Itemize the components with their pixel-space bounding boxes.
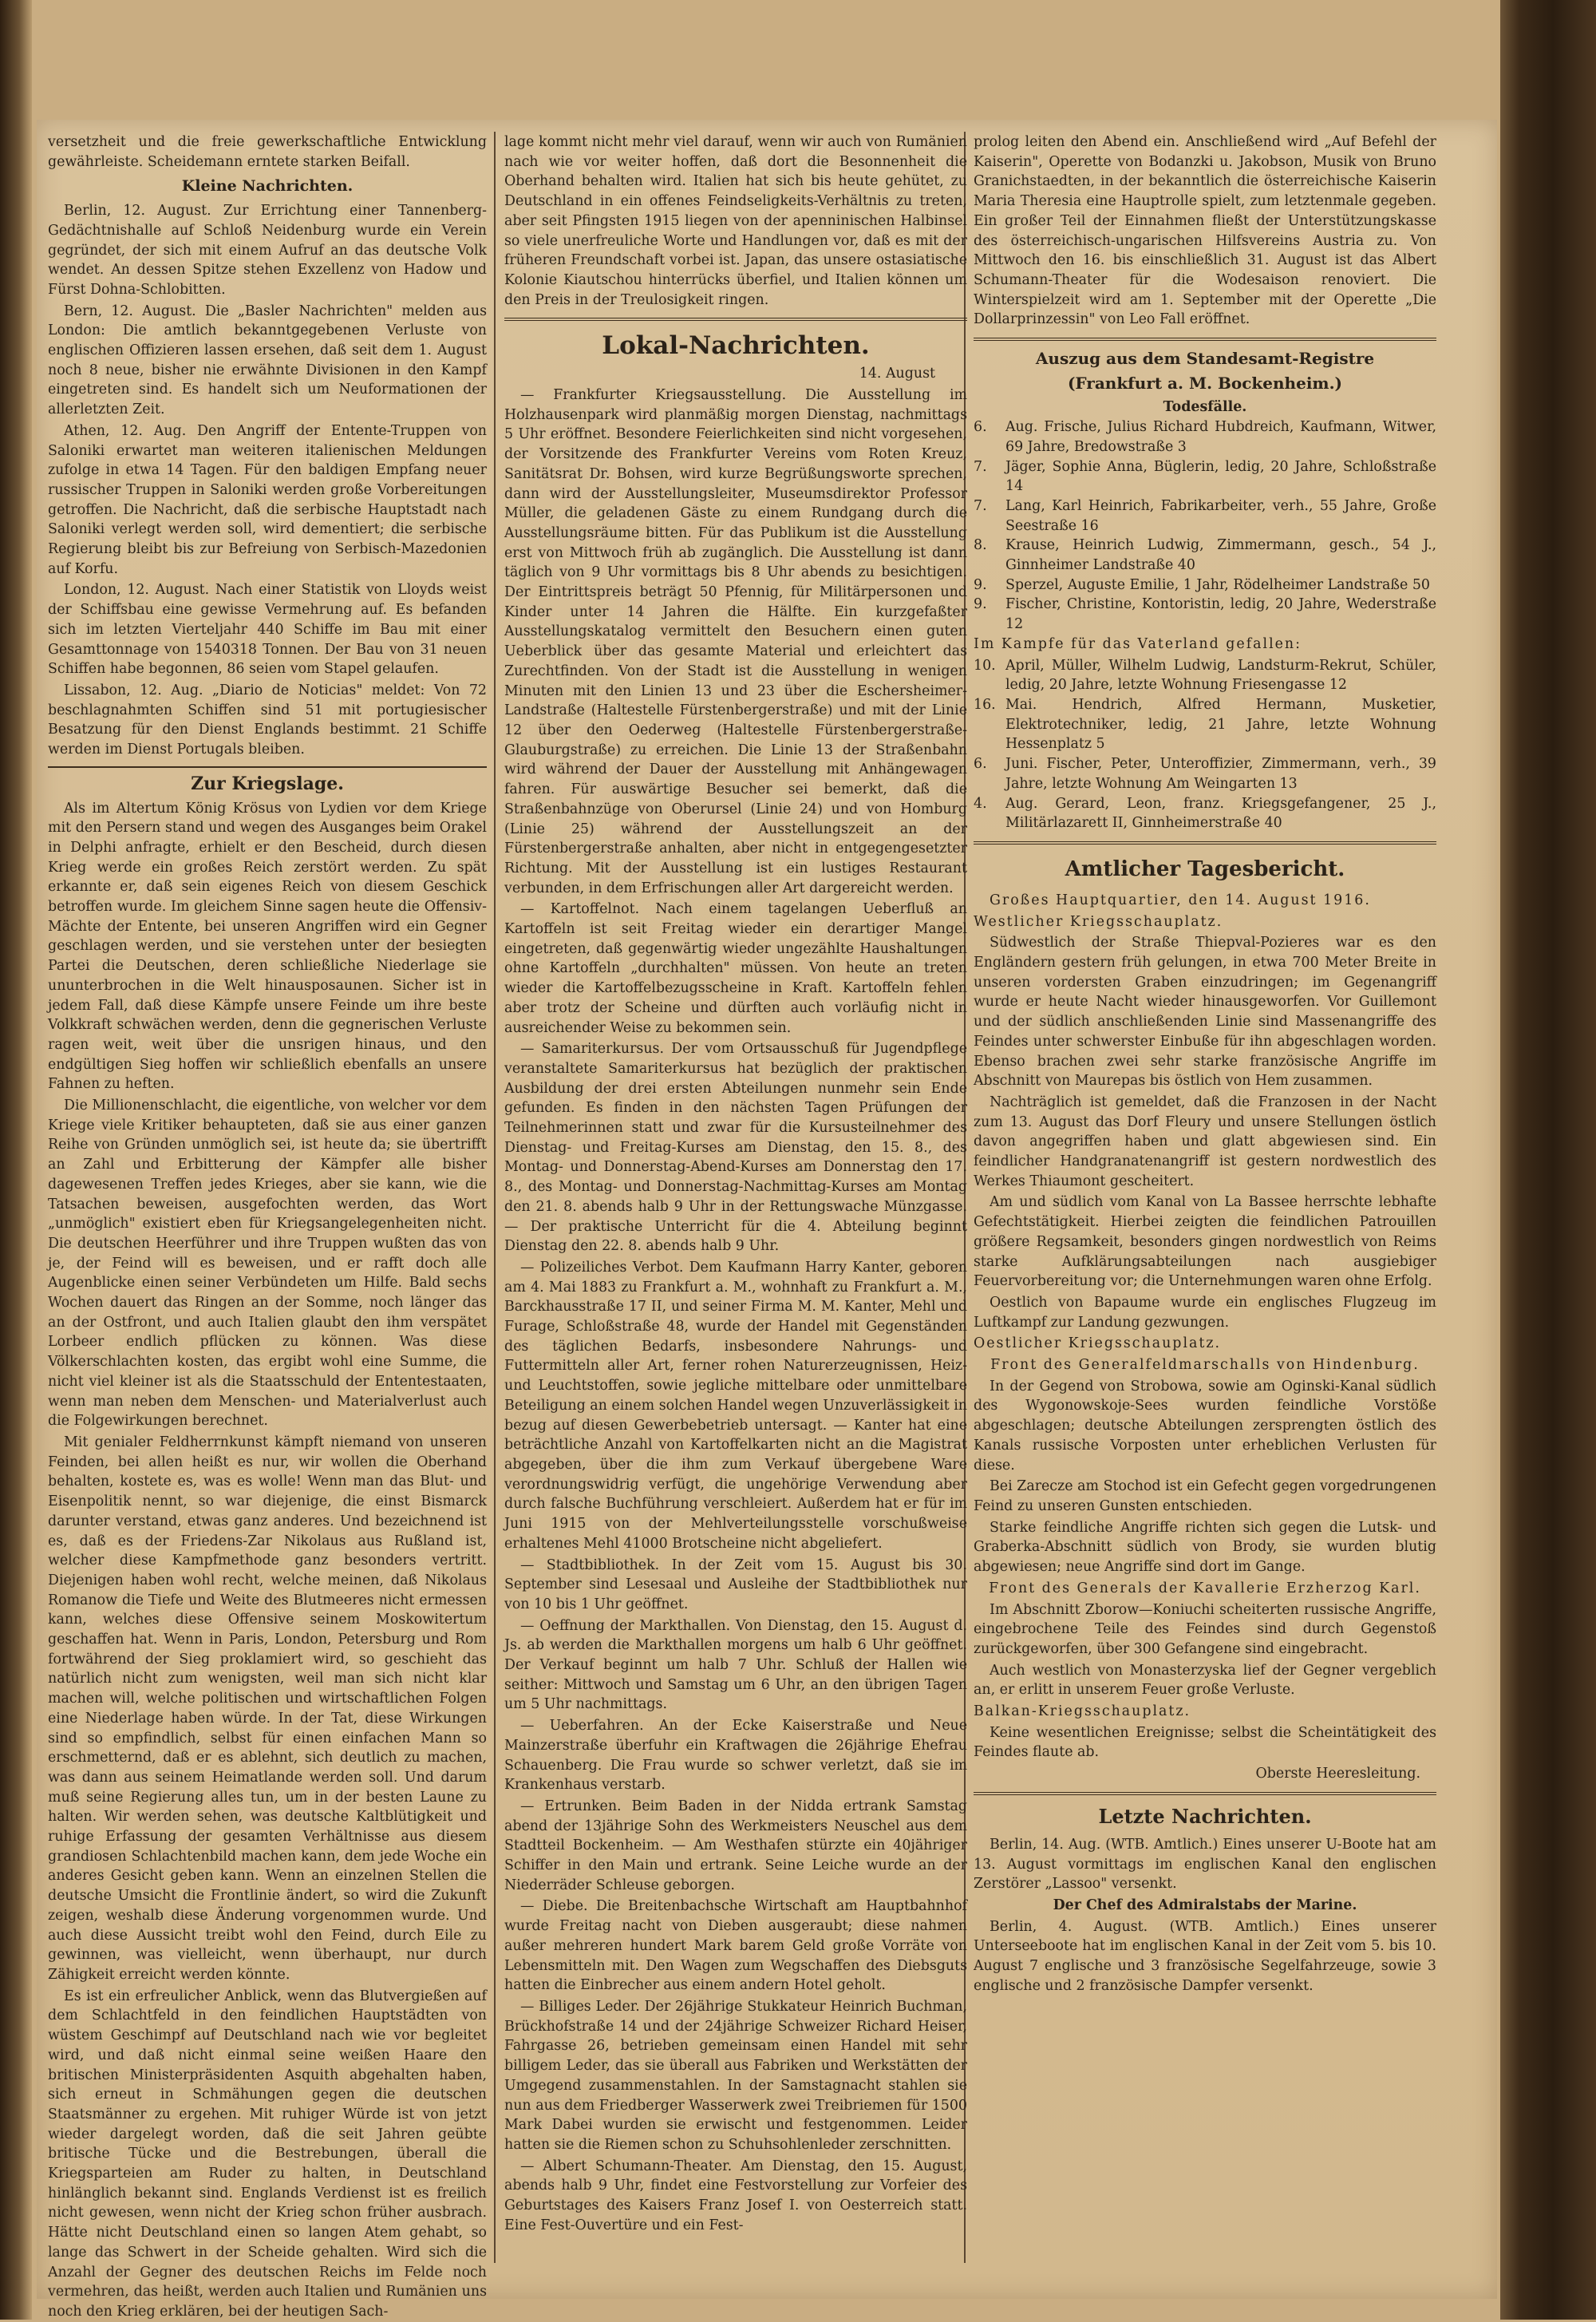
section-title-letzte-nachrichten: Letzte Nachrichten. xyxy=(1098,1804,1312,1828)
section-title-amtlicher-tagesbericht: Amtlicher Tagesbericht. xyxy=(1065,856,1345,881)
list-item-number: 9. xyxy=(974,596,987,613)
signature: Oberste Heeresleitung. xyxy=(1255,1766,1420,1782)
paragraph: In der Gegend von Strobowa, sowie am Oginski-Kanal südlich des Wygonowskoje-Sees wurden feindliche Vorstöße abgeschlagen; deutsche Abteilungen zersprengten östlich des Kanals russische Vorposten unter erheblichen Verlusten für diese. xyxy=(974,1378,1436,1474)
date-line: 14. August xyxy=(859,366,935,382)
subsection-title-erzherzog-karl: Front des Generals der Kavallerie Erzherzog Karl. xyxy=(989,1580,1421,1596)
list-item-text: Sperzel, Auguste Emilie, 1 Jahr, Rödelheimer Landstraße 50 xyxy=(1005,576,1430,593)
column-2 xyxy=(504,133,967,2288)
news-item: Lissabon, 12. Aug. „Diario de Noticias" meldet: Von 72 beschlagnahmten Schiffen sind 51 mit portugiesischer Besatzung für den Dienst Englands bestimmt. 21 Schiffe werden im Dienst Portugals bleiben. xyxy=(48,682,487,758)
paragraph: Keine wesentlichen Ereignisse; selbst die Scheintätigkeit des Feindes flaute ab. xyxy=(974,1724,1436,1761)
list-item xyxy=(974,754,1436,793)
article-continuation: versetzheit und die freie gewerkschaftliche Entwicklung gewährleiste. Scheidemann erntete starken Beifall. xyxy=(48,134,487,170)
section-subtitle-standesamt: (Frankfurt a. M. Bockenheim.) xyxy=(1067,373,1343,393)
news-item: — Polizeiliches Verbot. Dem Kaufmann Harry Kanter, geboren am 4. Mai 1883 zu Frankfurt a. M., wohnhaft zu Frankfurt a. M., Barckhausstraße 17 II, und seiner Firma M. M. Kanter, Mehl und Furage, Schloßstraße 48, wurde der Handel mit Gegenständen des täglichen Bedarfs, insbesondere Nahrungs- und Futtermitteln aller Art, ferner rohen Naturerzeugnissen, Heiz- und Leuchtstoffen, sowie jegliche mittelbare oder unmittelbare Beteiligung an einem solchen Handel wegen Unzuverlässigkeit in bezug auf diesen Gewerbebetrieb untersagt. — Kanter hat eine beträchtliche Anzahl von Kartoffelkarten nicht an die Magistrat abgegeben, über die ihm zum Verkauf übergebene Ware verordnungswidrig verfügt, die ungehörige Verwendung aber durch falsche Buchführung verschleiert. Außerdem hat er für im Juni 1915 von der Mehlverteilungsstelle vorschußweise erhaltenes Mehl 41000 Brotscheine nicht abgeliefert. xyxy=(504,1259,967,1552)
paragraph: Die Millionenschlacht, die eigentliche, von welcher vor dem Kriege viele Kritiker behaupteten, daß sie aus einer ganzen Reihe von Gründen unmöglich sei, ist heute da; sie übertrifft an Zahl und Erbitterung der Kämpfer alle bisher dagewesenen Treffen jedes Krieges, aber sie kann, wie die Tatsachen beweisen, ausgefochten werden, das Wort „unmöglich" existiert eben für Kriegsangelegenheiten nicht. Die deutschen Heerführer und ihre Truppen wußten das von je, der Feind will es beweisen, und er rafft doch alle Augenblicke einen seiner Verbündeten um Hilfe. Bald sechs Wochen dauert das Ringen an der Somme, noch länger das an der Ostfront, und auch Italien glaubt den ihm verspätet Lorbeer endlich pflücken zu können. Was diese Völkerschlachten kosten, das ergibt wohl eine Summe, die nicht viel kleiner ist als die Staatsschuld der Ententestaaten, wenn man neben dem Menschen- und Materialverlust auch die Folgewirkungen berechnet. xyxy=(48,1098,487,1430)
list-item-number: 6. xyxy=(974,419,987,436)
paragraph: Starke feindliche Angriffe richten sich gegen die Lutsk- und Graberka-Abschnitt südlich von Brody, sie wurden blutig abgewiesen; neue Angriffe sind dort im Gange. xyxy=(974,1519,1436,1576)
paragraph: Nachträglich ist gemeldet, daß die Franzosen in der Nacht zum 13. August das Dorf Fleury und unsere Stellungen östlich davon angegriffen haben und glatt abgewiesen sind. Ein feindlicher Handgranatenangriff ist gestern nordwestlich des Werkes Thiaumont gescheitert. xyxy=(974,1094,1436,1189)
list-item-text: Aug. Gerard, Leon, franz. Kriegsgefangener, 25 J., Militärlazarett II, Ginnheimerstraße 40 xyxy=(1005,795,1436,832)
news-item: — Stadtbibliothek. In der Zeit vom 15. August bis 30. September sind Lesesaal und Ausleihe der Stadtbibliothek nur von 10 bis 1 Uhr geöffnet. xyxy=(504,1557,967,1612)
subsection-title-ost: Oestlicher Kriegsschauplatz. xyxy=(974,1335,1222,1352)
section-title-kleine-nachrichten: Kleine Nachrichten. xyxy=(181,177,354,196)
news-item: — Albert Schumann-Theater. Am Dienstag, den 15. August, abends halb 9 Uhr, findet eine Festvorstellung zur Vorfeier des Geburtstages des Kaisers Franz Josef I. von Oesterreich statt. Eine Fest-Ouvertüre und ein Fest- xyxy=(504,2158,967,2233)
list-item-text: Krause, Heinrich Ludwig, Zimmermann, gesch., 54 J., Ginnheimer Landstraße 40 xyxy=(1005,537,1436,574)
list-item-number: 10. xyxy=(974,657,996,674)
list-item xyxy=(974,496,1436,536)
paragraph: Oestlich von Bapaume wurde ein englisches Flugzeug im Luftkampf zur Landung gezwungen. xyxy=(974,1294,1436,1331)
list-item xyxy=(974,417,1436,457)
subsection-title-hindenburg: Front des Generalfeldmarschalls von Hindenburg. xyxy=(990,1357,1420,1374)
column-3 xyxy=(974,133,1436,2288)
subsection-title-west: Westlicher Kriegsschauplatz. xyxy=(974,913,1223,930)
divider xyxy=(504,318,967,321)
news-signature: Der Chef des Admiralstabs der Marine. xyxy=(1053,1897,1357,1913)
section-title-standesamt: Auszug aus dem Standesamt-Registre xyxy=(1035,349,1375,369)
list-item-text: Jäger, Sophie Anna, Büglerin, ledig, 20 Jahre, Schloßstraße 14 xyxy=(1005,458,1436,495)
article-continuation: prolog leiten den Abend ein. Anschließend wird „Auf Befehl der Kaiserin", Operette von Bodanzki u. Jakobson, Musik von Bruno Granichstaedten, in der bekanntlich die österreichische Kaiserin Maria Theresia eine Hauptrolle spielt, zum letztenmale gegeben. Ein großer Teil der Einnahmen fließt der Unterstützungskasse des österreichisch-ungarischen Hilfsvereins Austria zu. Von Mittwoch den 16. bis einschließlich 31. August ist das Albert Schumann-Theater für die Wodesaison renoviert. Die Winterspielzeit wird am 1. September mit der Operette „Die Dollarprinzessin" von Leo Fall eröffnet. xyxy=(974,134,1436,328)
divider xyxy=(974,841,1436,845)
list-item xyxy=(974,656,1436,695)
list-item-number: 16. xyxy=(974,696,996,713)
paragraph: Am und südlich vom Kanal von La Bassee herrschte lebhafte Gefechtstätigkeit. Hierbei zeigten die feindlichen Patrouillen größere Regsamkeit, besonders gingen nordwestlich von Reims starke Aufklärungsabteilungen nach ausgiebiger Feuervorbereitung vor; die Unternehmungen waren ohne Erfolg. xyxy=(974,1194,1436,1290)
subsection-title-todesfaelle: Todesfälle. xyxy=(1163,399,1247,416)
list-item-number: 9. xyxy=(974,576,987,593)
divider xyxy=(974,338,1436,341)
paragraph: Mit genialer Feldherrnkunst kämpft niemand von unseren Feinden, bei allen heißt es nur, wir wollen die Oberhand behalten, kostete es, was es wolle! Wenn man das Blut- und Eisenpolitik nennt, so war diejenige, die einst Bismarck darunter verstand, etwas ganz anderes. Und bezeichnend ist es, daß es der Friedens-Zar Nikolaus aus Rußland ist, welcher diese Kampfmethode ganz besonders vertritt. Diejenigen haben wohl recht, welche meinen, daß Nikolaus Romanow die Tiefe und Weite des Blutmeeres nicht ermessen kann, welches diese Offensive seinem Moskowitertum geschaffen hat. Wenn in Paris, London, Petersburg und Rom fortwährend der Sieg proklamiert wird, so geschieht das natürlich nicht zum wenigsten, weil man sich nicht klar machen will, welche politischen und wirtschaftlichen Folgen eine Niederlage haben würde. In der Tat, diese Wirkungen sind so empfindlich, selbst für einen einfachen Mann so erschmetternd, daß er es ablehnt, sich deutlich zu machen, was dann aus seinem Heimatlande werden soll. Und darum muß seine Regierung alles tun, um in der besten Laune zu halten. Wir werden sehen, was deutsche Kaltblütigkeit und ruhige Erfassung der gesamten Verhältnisse aus diesem grandiosen Schlachtenbild machen kann, dem jede Woche ein anderes Gesicht geben kann. Wenn an einzelnen Stellen die deutsche Umsicht die Frontlinie ändert, so wird die Zukunft zeigen, weshalb diese Änderung vorgenommen wurde. Und auch diese Aussicht treibt wohl den Feind, durch Eile zu gewinnen, was vielleicht, wenn überhaupt, nur durch Zähigkeit erreicht werden könnte. xyxy=(48,1434,487,1983)
paragraph: Auch westlich von Monasterzyska lief der Gegner vergeblich an, er erlitt in unserem Feuer große Verluste. xyxy=(974,1662,1436,1699)
list-item xyxy=(974,695,1436,754)
news-item: — Ertrunken. Beim Baden in der Nidda ertrank Samstag abend der 13jährige Sohn des Werkmeisters Neuschel aus dem Stadtteil Bockenheim. — Am Westhafen stürzte ein 40jähriger Schiffer in den Main und ertrank. Seine Leiche wurde an der Niederräder Schleuse geborgen. xyxy=(504,1798,967,1893)
book-binding xyxy=(1500,0,1596,2320)
list-item-text: April, Müller, Wilhelm Ludwig, Landsturm-Rekrut, Schüler, ledig, 20 Jahre, letzte Wohnung Friesengasse 12 xyxy=(1005,657,1436,694)
list-item-number: 7. xyxy=(974,497,987,514)
list-item-text: Lang, Karl Heinrich, Fabrikarbeiter, verh., 55 Jahre, Große Seestraße 16 xyxy=(1005,497,1436,534)
news-item: — Billiges Leder. Der 26jährige Stukkateur Heinrich Buchman, Brückhofstraße 14 und der 24jährige Schweizer Richard Heiser, Fahrgasse 26, betrieben gemeinsam einen Handel mit sehr billigem Leder, das sie überall aus Fabriken und Werkstätten der Umgegend zusammenstahlen. In der Samstagnacht stahlen sie nun aus dem Friedberger Wasserwerk zwei Treibriemen für 1500 Mark Dabei wurden sie erwischt und festgenommen. Leider hatten sie die Riemen schon zu Schuhsohlenleder zerschnitten. xyxy=(504,1998,967,2153)
list-item-number: 7. xyxy=(974,458,987,475)
news-item: — Kartoffelnot. Nach einem tagelangen Ueberfluß an Kartoffeln ist seit Freitag wieder ein derartiger Mangel eingetreten, daß gegenwärtig wieder ungezählte Haushaltungen ohne Kartoffeln „durchhalten" müssen. Von heute an treten wieder die Kartoffelbezugsscheine in Kraft. Kartoffeln fehlen aber trotz der Scheine und dürften auch vorläufig nicht in ausreichender Weise zu bekommen sein. xyxy=(504,901,967,1036)
list-item-text: Fischer, Christine, Kontoristin, ledig, 20 Jahre, Wederstraße 12 xyxy=(1005,596,1436,633)
news-item: Berlin, 12. August. Zur Errichtung einer Tannenberg-Gedächtnishalle auf Schloß Neidenburg wurde ein Verein gegründet, der sich mit einem Aufruf an das deutsche Volk wendet. An dessen Spitze stehen Exzellenz von Hadow und Fürst Dohna-Schlobitten. xyxy=(48,203,487,298)
dateline: Großes Hauptquartier, den 14. August 1916. xyxy=(990,892,1371,908)
left-page-edge xyxy=(0,0,32,2320)
list-item-number: 8. xyxy=(974,537,987,554)
section-title-kriegslage: Zur Kriegslage. xyxy=(191,773,344,794)
column-1 xyxy=(48,133,487,2320)
news-item: Berlin, 4. August. (WTB. Amtlich.) Eines unserer Unterseeboote hat im englischen Kanal in der Zeit vom 5. bis 10. August 7 englische und 3 französische Segelfahrzeuge, sowie 3 englische und 2 französische Dampfer versenkt. xyxy=(974,1918,1436,1994)
news-item: — Oeffnung der Markthallen. Von Dienstag, den 15. August d. Js. ab werden die Markthallen morgens um halb 6 Uhr geöffnet. Der Verkauf beginnt um halb 7 Uhr. Schluß der Hallen wie seither: Mittwoch und Samstag um 6 Uhr, an den übrigen Tagen um 5 Uhr nachmittags. xyxy=(504,1617,967,1713)
column-rule xyxy=(494,132,496,2263)
section-title-lokal-nachrichten: Lokal-Nachrichten. xyxy=(602,331,870,361)
list-item-number: 4. xyxy=(974,795,987,812)
news-item: London, 12. August. Nach einer Statistik von Lloyds weist der Schiffsbau eine gewisse Vermehrung auf. Es befanden sich im letzten Vierteljahr 440 Schiffe im Bau mit einer Gesamttonnage von 1540318 Tonnen. Der Bau von 31 neuen Schiffen habe begonnen, 86 seien vom Stapel gelaufen. xyxy=(48,582,487,678)
article-continuation: lage kommt nicht mehr viel darauf, wenn wir auch von Rumänien nach wie vor weiter hoffen, daß dort die Besonnenheit die Oberhand behalten wird. Italien hat sich bis heute gehütet, zu Deutschland in ein offenes Feindseligkeits-Verhältnis zu treten, aber seit Pfingsten 1915 liegen von der apenninischen Halbinsel so viele unerfreuliche Worte und Handlungen vor, daß es mit der früheren Freundschaft vorbei ist. Japan, das unsere ostasiatische Kolonie Kiautschou hinterrücks überfiel, und Italien können um den Preis in der Treulosigkeit ringen. xyxy=(504,134,967,308)
news-item: Athen, 12. Aug. Den Angriff der Entente-Truppen von Saloniki erwartet man weiteren italienischen Meldungen zufolge in etwa 14 Tagen. Für den baldigen Empfang neuer russischer Truppen in Saloniki werden große Vorbereitungen getroffen. Die Nachricht, daß die serbische Hauptstadt nach Saloniki verlegt werden soll, wird dementiert; die serbische Regierung bleibt bis zur Befreiung von Serbisch-Mazedonien auf Korfu. xyxy=(48,422,487,577)
news-item: — Samariterkursus. Der vom Ortsausschuß für Jugendpflege veranstaltete Samariterkursus hat bezüglich der praktischen Ausbildung der drei ersten Abteilungen nunmehr sein Ende gefunden. Es finden in den nächsten Tagen Prüfungen der Teilnehmerinnen statt und zwar für die Kursusteilnehmer des Dienstag- und Freitag-Kurses am Dienstag, den 15. 8., des Montag- und Donnerstag-Abend-Kurses am Donnerstag den 17. 8., des Montag- und Donnerstag-Nachmittag-Kurses am Montag den 21. 8. abends halb 9 Uhr in der Rettungswache Münzgasse. — Der praktische Unterricht für die 4. Abteilung beginnt Dienstag den 22. 8. abends halb 9 Uhr. xyxy=(504,1041,967,1255)
list-item xyxy=(974,794,1436,833)
news-item: — Ueberfahren. An der Ecke Kaiserstraße und Neue Mainzerstraße überfuhr ein Kraftwagen die 26jährige Ehefrau Schauenberg. Die Frau wurde so schwer verletzt, daß sie im Krankenhaus verstarb. xyxy=(504,1718,967,1794)
list-item xyxy=(974,457,1436,496)
news-item: — Frankfurter Kriegsausstellung. Die Ausstellung im Holzhausenpark wird planmäßig morgen Dienstag, nachmittags 5 Uhr eröffnet. Besondere Feierlichkeiten sind nicht vorgesehen, der Vorsitzende des Frankfurter Vereins vom Roten Kreuz, Sanitätsrat Dr. Bohsen, wird kurze Begrüßungsworte sprechen, dann wird der Ausstellungsleiter, Museumsdirektor Professor Müller, die geladenen Gäste zu einem Rundgang durch die Ausstellungsräume bitten. Für das Publikum ist die Ausstellung erst von Mittwoch früh ab zugänglich. Die Ausstellung ist dann täglich von 9 Uhr vormittags bis 8 Uhr abends zu besichtigen. Der Eintrittspreis beträgt 50 Pfennig, für Militärpersonen und Kinder unter 14 Jahren die Hälfte. Ein kurzgefaßter Ausstellungskatalog vermittelt den Besuchern einen guten Ueberblick über das gesamte Material und erleichtert das Zurechtfinden. Von der Stadt ist die Ausstellung in wenigen Minuten mit den Linien 13 und 23 über die Eschersheimer-Landstraße (Haltestelle Fürstenbergerstraße) und mit der Linie 12 über den Oederweg (Haltestelle Fürstenbergerstraße-Glauburgstraße) zu erreichen. Die Linie 13 der Straßenbahn wird während der Dauer der Ausstellung mit Anhängewagen fahren. Für auswärtige Besucher sei bemerkt, daß die Straßenbahnzüge von Oberursel (Linie 24) und von Homburg (Linie 25) während der Ausstellungszeit an der Fürstenbergerstraße anhalten, aber nicht in entgegengesetzter Richtung. Mit der Ausstellung ist ein lustiges Restaurant verbunden, in dem Erfrischungen aller Art dargereicht werden. xyxy=(504,387,967,896)
paragraph: Als im Altertum König Krösus von Lydien vor dem Kriege mit den Persern stand und wegen des Ausganges beim Orakel in Delphi anfragte, erhielt er den Bescheid, durch diesen Krieg werde ein großes Reich zerstört werden. Zu spät erkannte er, daß sein eigenes Reich von diesem Geschick betroffen wurde. Im gleichem Sinne sagen heute die Offensiv-Mächte der Entente, bei unseren Angriffen wird ein Gegner geschlagen werden, und sie verstehen unter der besiegten Partei die Deutschen, deren schließliche Niederlage sie ununterbrochen in die Welt hinausposaunen. Sicher ist in jedem Fall, daß diese Kämpfe unsere Feinde um ihre beste Volkkraft schwächen werden, denn die gegnerischen Verluste ragen weit, weit über die unsrigen hinaus, und den endgültigen Sieg hoffen wir schließlich ebenfalls an unsere Fahnen zu heften. xyxy=(48,800,487,1093)
divider xyxy=(48,766,487,768)
list-item-text: Aug. Frische, Julius Richard Hubdreich, Kaufmann, Witwer, 69 Jahre, Bredowstraße 3 xyxy=(1005,419,1436,455)
news-item: Bern, 12. August. Die „Basler Nachrichten" melden aus London: Die amtlich bekanntgegebenen Verluste von englischen Offizieren lassen ersehen, daß seit dem 1. August noch 8 neue, bisher nie erwähnte Divisionen in den Kampf eingetreten sind. Es handelt sich um Neuformationen der allerletzten Zeit. xyxy=(48,303,487,418)
list-item xyxy=(974,536,1436,575)
subsection-title-balkan: Balkan-Kriegsschauplatz. xyxy=(974,1703,1191,1720)
subsection-title-gefallen: Im Kampfe für das Vaterland gefallen: xyxy=(974,635,1302,652)
paragraph: Es ist ein erfreulicher Anblick, wenn das Blutvergießen auf dem Schlachtfeld in den feindlichen Hauptstädten von wüstem Geschimpf auf Deutschland nach wie vor begleitet wird, und daß nicht einmal seine weißen Haare den britischen Ministerpräsidenten Asquith abgehalten haben, sich erneut in Schmähungen gegen die deutschen Staatsmänner zu ergehen. Mit ruhiger Würde ist von jetzt wieder dargelegt worden, daß die seit Jahren geübte britische Tücke und die Bestrebungen, überall die Kriegsparteien am Ruder zu halten, in Deutschland hinlänglich bekannt sind. Englands Verdienst ist es freilich nicht gewesen, wenn nicht der Krieg schon früher ausbrach. Hätte nicht Deutschland einen so langen Atem gehabt, so lange das Schwert in der Scheide gehalten. Wird sich die Anzahl der Gegner des deutschen Reichs im Felde noch vermehren, das heißt, werden auch Italien und Rumänien uns noch den Krieg erklären, bei der heutigen Sach- xyxy=(48,1988,487,2320)
news-item: Berlin, 14. Aug. (WTB. Amtlich.) Eines unserer U-Boote hat am 13. August vormittags im englischen Kanal den englischen Zerstörer „Lassoo" versenkt. xyxy=(974,1836,1436,1893)
list-item xyxy=(974,576,1436,595)
list-item-text: Juni. Fischer, Peter, Unteroffizier, Zimmermann, verh., 39 Jahre, letzte Wohnung Am Weingarten 13 xyxy=(1005,756,1436,792)
list-item xyxy=(974,595,1436,634)
paragraph: Südwestlich der Straße Thiepval-Pozieres war es den Engländern gestern früh gelungen, in etwa 700 Meter Breite in unseren vordersten Graben einzudringen; im Gegenangriff wurde er heute Nacht wieder hinausgeworfen. Vor Guillemont und der südlich anschließenden Linie sind Massenangriffe des Feindes unter schwerster Einbuße für ihn abgeschlagen worden. Ebenso brachen zwei sehr starke französische Angriffe im Abschnitt von Maurepas bis östlich von Hem zusammen. xyxy=(974,935,1436,1090)
paragraph: Bei Zarecze am Stochod ist ein Gefecht gegen vorgedrungenen Feind zu unseren Gunsten entschieden. xyxy=(974,1478,1436,1514)
paragraph: Im Abschnitt Zborow—Koniuchi scheiterten russische Angriffe, eingebrochene Teile des Feindes sind durch Gegenstoß zurückgeworfen, über 300 Gefangene sind eingebracht. xyxy=(974,1601,1436,1657)
list-item-number: 6. xyxy=(974,756,987,773)
news-item: — Diebe. Die Breitenbachsche Wirtschaft am Hauptbahnhof wurde Freitag nacht von Dieben ausgeraubt; diese nahmen außer mehreren hundert Mark barem Geld große Vorräte von Lebensmitteln mit. Den Wagen zum Wegschaffen des Diebsguts hatten die Einbrecher aus einem andern Hotel geholt. xyxy=(504,1898,967,1994)
list-item-text: Mai. Hendrich, Alfred Hermann, Musketier, Elektrotechniker, ledig, 21 Jahre, letzte Wohnung Hessenplatz 5 xyxy=(1005,696,1436,753)
divider xyxy=(974,1792,1436,1795)
